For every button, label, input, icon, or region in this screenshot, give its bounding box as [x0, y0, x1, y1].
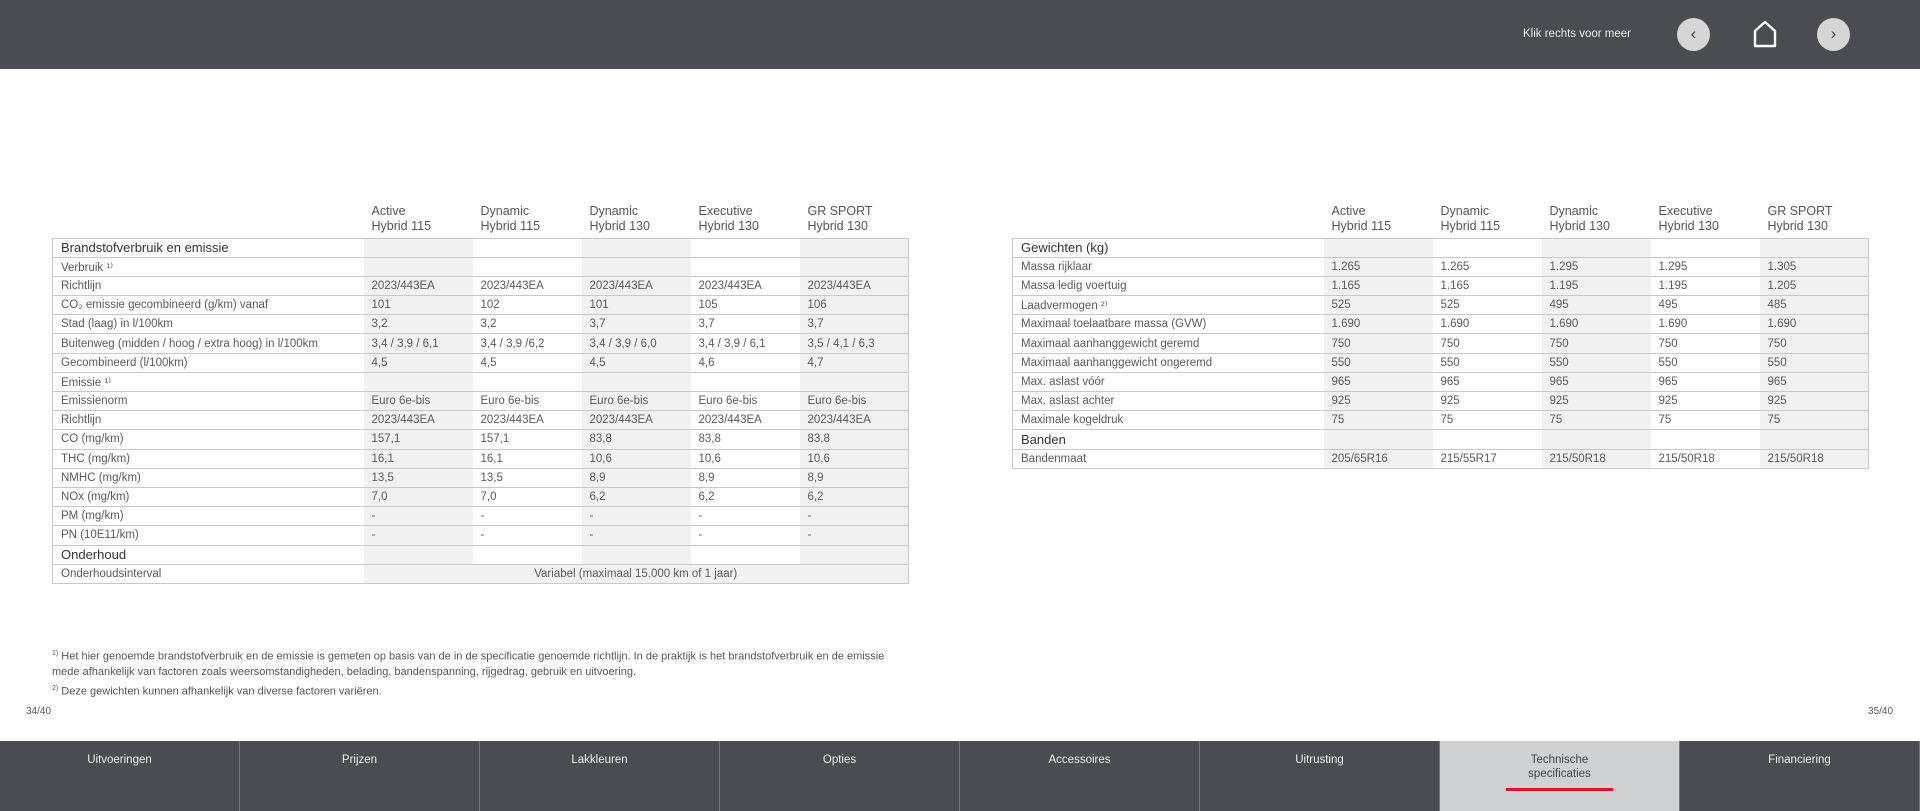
cell-value: 16,1: [364, 449, 473, 468]
cell-value: 3,7: [691, 315, 800, 334]
cell-value: 965: [1324, 372, 1433, 391]
cell-value: [364, 257, 473, 276]
cell-value: [1760, 238, 1869, 257]
cell-value: 2023/443EA: [473, 411, 582, 430]
cell-value: -: [582, 526, 691, 545]
hint-text: Klik rechts voor meer: [1523, 28, 1632, 40]
cell-value: 8,9: [691, 468, 800, 487]
cell-value: 75: [1760, 411, 1869, 430]
cell-value: Euro 6e-bis: [582, 392, 691, 411]
cell-value: 1.295: [1651, 257, 1760, 276]
row-label: Maximaal aanhanggewicht ongeremd: [1013, 353, 1324, 372]
row-label: THC (mg/km): [53, 449, 364, 468]
row-label: Onderhoudsinterval: [53, 564, 364, 583]
footnote-text: Het hier genoemde brandstofverbruik en de emissie is gemeten op basis van de in de specificatie genoemde richtlijn. In de praktijk is het brandstofverbruik en de emissie mede afhankelijk van factoren zoals weersomstandigheden, belading, bandenspanning, rijgedrag, gebruik en uitvoering.: [52, 650, 885, 679]
cell-value: -: [582, 507, 691, 526]
cell-value: 7,0: [364, 487, 473, 506]
table-row: [1013, 392, 1869, 411]
row-label: Max. aslast vóór: [1013, 372, 1324, 391]
cell-value: 550: [1433, 353, 1542, 372]
cell-value: 4,7: [800, 353, 909, 372]
page-number-left: 34/40: [26, 706, 52, 717]
table-row: [1013, 411, 1869, 430]
cell-value: 550: [1651, 353, 1760, 372]
cell-value: -: [473, 507, 582, 526]
cell-value: -: [800, 526, 909, 545]
cell-value: 1.265: [1433, 257, 1542, 276]
cell-value: 8,9: [582, 468, 691, 487]
row-label: Richtlijn: [53, 276, 364, 295]
cell-value: 6,2: [582, 487, 691, 506]
cell-value: 925: [1760, 392, 1869, 411]
table-row: [53, 430, 909, 449]
cell-value: 10,6: [691, 449, 800, 468]
cell-value: [473, 257, 582, 276]
cell-value: 550: [1760, 353, 1869, 372]
cell-value: 2023/443EA: [691, 411, 800, 430]
column-header: Dynamic Hybrid 130: [589, 203, 650, 233]
table-row: [1013, 257, 1869, 276]
cell-value: 205/65R16: [1324, 449, 1433, 468]
table-row: [53, 257, 909, 276]
table-row: [53, 315, 909, 334]
cell-value: [1542, 430, 1651, 449]
cell-value: -: [364, 507, 473, 526]
cell-value: 75: [1542, 411, 1651, 430]
cell-value: 525: [1433, 296, 1542, 315]
cell-value: 1.265: [1324, 257, 1433, 276]
table-row: [1013, 276, 1869, 295]
cell-value: 215/50R18: [1651, 449, 1760, 468]
row-label: Maximaal toelaatbare massa (GVW): [1013, 315, 1324, 334]
cell-value: [1433, 430, 1542, 449]
cell-value: [691, 257, 800, 276]
weights-table: [1012, 198, 1869, 469]
cell-value: [582, 372, 691, 391]
row-label: Buitenweg (midden / hoog / extra hoog) in l/100km: [53, 334, 364, 353]
cell-value: [582, 257, 691, 276]
column-header: Dynamic Hybrid 130: [1549, 203, 1610, 233]
section-row: [1013, 238, 1869, 257]
column-header: GR SPORT Hybrid 130: [1767, 203, 1833, 233]
cell-value: [800, 545, 909, 564]
cell-value: 485: [1760, 296, 1869, 315]
cell-value: 2023/443EA: [582, 411, 691, 430]
cell-value: [1651, 238, 1760, 257]
cell-value: 2023/443EA: [364, 276, 473, 295]
cell-value: [473, 545, 582, 564]
row-label: Verbruik ¹⁾: [53, 257, 364, 276]
cell-value: 2023/443EA: [582, 276, 691, 295]
table-row: [53, 507, 909, 526]
nav-tab-lakkleuren[interactable]: Lakkleuren: [480, 741, 720, 811]
cell-value: 3,4 / 3,9 / 6,1: [364, 334, 473, 353]
nav-tab-opties[interactable]: Opties: [720, 741, 960, 811]
cell-value: 1.165: [1324, 276, 1433, 295]
table-row: [1013, 353, 1869, 372]
section-row: [53, 545, 909, 564]
fuel-emission-table: [52, 198, 909, 584]
cell-value: 750: [1433, 334, 1542, 353]
cell-value: 3,7: [800, 315, 909, 334]
table-row: [1013, 449, 1869, 468]
cell-value: [800, 257, 909, 276]
cell-value: 1.195: [1651, 276, 1760, 295]
cell-value: Euro 6e-bis: [800, 392, 909, 411]
cell-value: 2023/443EA: [800, 411, 909, 430]
cell-value: [1760, 430, 1869, 449]
cell-value: 16,1: [473, 449, 582, 468]
cell-value: 3,2: [364, 315, 473, 334]
row-label: Banden: [1013, 430, 1324, 449]
cell-value: 2023/443EA: [473, 276, 582, 295]
row-label: Bandenmaat: [1013, 449, 1324, 468]
row-label: CO₂ emissie gecombineerd (g/km) vanaf: [53, 296, 364, 315]
section-row: [1013, 430, 1869, 449]
row-label: Massa rijklaar: [1013, 257, 1324, 276]
cell-value: 2023/443EA: [691, 276, 800, 295]
cell-value: [1433, 238, 1542, 257]
previous-page-button[interactable]: [1677, 18, 1710, 51]
cell-value: 8,9: [800, 468, 909, 487]
cell-value: 1.305: [1760, 257, 1869, 276]
column-header-row: [1013, 198, 1869, 238]
cell-value: 83,8: [800, 430, 909, 449]
footnote-text: Deze gewichten kunnen afhankelijk van diverse factoren variëren.: [58, 685, 382, 698]
table-row: [53, 334, 909, 353]
column-header: GR SPORT Hybrid 130: [807, 203, 873, 233]
cell-value: [582, 545, 691, 564]
cell-value: 106: [800, 296, 909, 315]
bottom-navigation: [0, 741, 1920, 811]
row-label: Gecombineerd (l/100km): [53, 353, 364, 372]
row-label: Gewichten (kg): [1013, 238, 1324, 257]
cell-value: 4,5: [582, 353, 691, 372]
cell-value: 13,5: [364, 468, 473, 487]
cell-value: 1.690: [1760, 315, 1869, 334]
table-row: [53, 526, 909, 545]
cell-value: [1324, 238, 1433, 257]
footnote-1: [52, 646, 902, 681]
cell-value: 3,5 / 4,1 / 6,3: [800, 334, 909, 353]
cell-value: 925: [1324, 392, 1433, 411]
cell-value: 750: [1324, 334, 1433, 353]
cell-value: 101: [582, 296, 691, 315]
row-label: NOx (mg/km): [53, 487, 364, 506]
column-header: Dynamic Hybrid 115: [1440, 203, 1501, 233]
cell-value: 965: [1542, 372, 1651, 391]
cell-value: 1.295: [1542, 257, 1651, 276]
cell-value: 750: [1542, 334, 1651, 353]
cell-value: 550: [1324, 353, 1433, 372]
table-row: [53, 411, 909, 430]
cell-value: 1.690: [1651, 315, 1760, 334]
cell-value: 1.690: [1542, 315, 1651, 334]
table-row: [53, 296, 909, 315]
row-label: Laadvermogen ²⁾: [1013, 296, 1324, 315]
section-row: [53, 238, 909, 257]
cell-value: [691, 238, 800, 257]
row-label: Richtlijn: [53, 411, 364, 430]
cell-value: 215/55R17: [1433, 449, 1542, 468]
table-row: [1013, 296, 1869, 315]
row-label: NMHC (mg/km): [53, 468, 364, 487]
column-header: Active Hybrid 115: [1331, 203, 1392, 233]
nav-tab-prijzen[interactable]: Prijzen: [240, 741, 480, 811]
footnote-2: [52, 681, 902, 700]
cell-value: 1.195: [1542, 276, 1651, 295]
cell-value: 105: [691, 296, 800, 315]
cell-value: 75: [1651, 411, 1760, 430]
cell-value: 3,4 / 3,9 / 6,0: [582, 334, 691, 353]
nav-tab-uitrusting[interactable]: Uitrusting: [1200, 741, 1440, 811]
cell-value: 495: [1542, 296, 1651, 315]
table-row: [53, 564, 909, 583]
header-spacer: [53, 198, 364, 238]
cell-value: [582, 238, 691, 257]
cell-value: -: [691, 526, 800, 545]
cell-value: 215/50R18: [1760, 449, 1869, 468]
cell-value: 965: [1760, 372, 1869, 391]
table-row: [53, 392, 909, 411]
cell-value: [1542, 238, 1651, 257]
cell-value: 965: [1433, 372, 1542, 391]
cell-value: 6,2: [691, 487, 800, 506]
row-label: Stad (laag) in l/100km: [53, 315, 364, 334]
table-row: [53, 353, 909, 372]
row-label: Max. aslast achter: [1013, 392, 1324, 411]
header-spacer: [1013, 198, 1324, 238]
cell-value: 925: [1542, 392, 1651, 411]
nav-tab-uitvoeringen[interactable]: Uitvoeringen: [0, 741, 240, 811]
cell-value: 1.690: [1324, 315, 1433, 334]
cell-value: 750: [1760, 334, 1869, 353]
cell-value: Euro 6e-bis: [691, 392, 800, 411]
row-value: Variabel (maximaal 15.000 km of 1 jaar): [364, 564, 909, 583]
nav-tab-financiering[interactable]: Financiering: [1680, 741, 1920, 811]
cell-value: 215/50R18: [1542, 449, 1651, 468]
row-label: Massa ledig voertuig: [1013, 276, 1324, 295]
chevron-right-icon: ›: [1830, 24, 1837, 43]
cell-value: 6,2: [800, 487, 909, 506]
cell-value: Euro 6e-bis: [364, 392, 473, 411]
cell-value: [1651, 430, 1760, 449]
cell-value: 2023/443EA: [800, 276, 909, 295]
cell-value: 3,2: [473, 315, 582, 334]
cell-value: -: [364, 526, 473, 545]
cell-value: 4,5: [364, 353, 473, 372]
cell-value: -: [691, 507, 800, 526]
cell-value: 1.690: [1433, 315, 1542, 334]
row-label: PN (10E11/km): [53, 526, 364, 545]
nav-tab-technische-specificaties[interactable]: Technische specificaties: [1440, 741, 1680, 811]
top-bar: [0, 0, 1920, 69]
cell-value: [364, 238, 473, 257]
row-label: Onderhoud: [53, 545, 364, 564]
row-label: CO (mg/km): [53, 430, 364, 449]
cell-value: 83,8: [582, 430, 691, 449]
row-label: PM (mg/km): [53, 507, 364, 526]
cell-value: Euro 6e-bis: [473, 392, 582, 411]
row-label: Maximale kogeldruk: [1013, 411, 1324, 430]
table-row: [53, 372, 909, 391]
table-row: [1013, 315, 1869, 334]
row-label: Emissie ¹⁾: [53, 372, 364, 391]
cell-value: 75: [1433, 411, 1542, 430]
page-number-right: 35/40: [1868, 706, 1894, 717]
table-row: [53, 468, 909, 487]
table-row: [53, 487, 909, 506]
column-header: Executive Hybrid 130: [698, 203, 759, 233]
home-icon: [1752, 20, 1778, 48]
cell-value: 4,6: [691, 353, 800, 372]
cell-value: 157,1: [364, 430, 473, 449]
cell-value: [800, 372, 909, 391]
cell-value: 3,4 / 3,9 / 6,1: [691, 334, 800, 353]
table-row: [53, 276, 909, 295]
cell-value: -: [800, 507, 909, 526]
cell-value: 550: [1542, 353, 1651, 372]
column-header: Executive Hybrid 130: [1658, 203, 1719, 233]
cell-value: 3,7: [582, 315, 691, 334]
footnote-mark: 1): [52, 650, 59, 657]
table-row: [53, 449, 909, 468]
cell-value: 750: [1651, 334, 1760, 353]
cell-value: [691, 372, 800, 391]
cell-value: 13,5: [473, 468, 582, 487]
table-row: [1013, 334, 1869, 353]
cell-value: [473, 372, 582, 391]
cell-value: [364, 545, 473, 564]
row-label: Brandstofverbruik en emissie: [53, 238, 364, 257]
cell-value: 1.205: [1760, 276, 1869, 295]
cell-value: 3,4 / 3,9 /6,2: [473, 334, 582, 353]
chevron-left-icon: ‹: [1690, 24, 1697, 43]
cell-value: 10,6: [800, 449, 909, 468]
cell-value: 925: [1651, 392, 1760, 411]
cell-value: 157,1: [473, 430, 582, 449]
cell-value: 7,0: [473, 487, 582, 506]
cell-value: 102: [473, 296, 582, 315]
column-header: Active Hybrid 115: [371, 203, 432, 233]
cell-value: [800, 238, 909, 257]
cell-value: [1324, 430, 1433, 449]
footnotes: [52, 646, 902, 700]
cell-value: 495: [1651, 296, 1760, 315]
cell-value: [473, 238, 582, 257]
cell-value: 965: [1651, 372, 1760, 391]
cell-value: 925: [1433, 392, 1542, 411]
column-header: Dynamic Hybrid 115: [480, 203, 541, 233]
cell-value: 2023/443EA: [364, 411, 473, 430]
row-label: Emissienorm: [53, 392, 364, 411]
cell-value: 525: [1324, 296, 1433, 315]
next-page-button[interactable]: [1817, 18, 1850, 51]
cell-value: 101: [364, 296, 473, 315]
cell-value: 75: [1324, 411, 1433, 430]
home-button[interactable]: [1752, 20, 1778, 48]
cell-value: 83,8: [691, 430, 800, 449]
column-header-row: [53, 198, 909, 238]
cell-value: 1.165: [1433, 276, 1542, 295]
row-label: Maximaal aanhanggewicht geremd: [1013, 334, 1324, 353]
footnote-mark: 2): [52, 684, 59, 692]
cell-value: 10,6: [582, 449, 691, 468]
table-row: [1013, 372, 1869, 391]
cell-value: [691, 545, 800, 564]
cell-value: [364, 372, 473, 391]
cell-value: -: [473, 526, 582, 545]
cell-value: 4,5: [473, 353, 582, 372]
nav-tab-accessoires[interactable]: Accessoires: [960, 741, 1200, 811]
